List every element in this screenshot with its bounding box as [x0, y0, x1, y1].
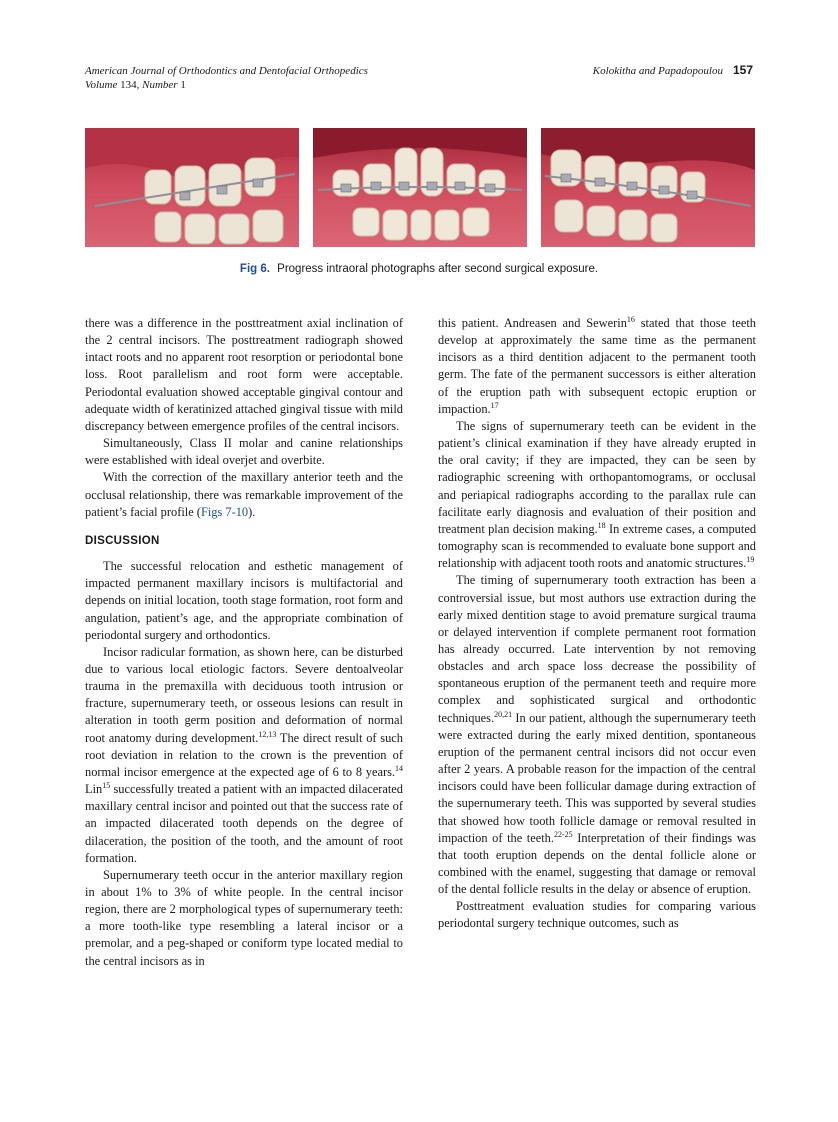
running-authors: Kolokitha and Papadopoulou: [592, 65, 723, 77]
citation[interactable]: 12,13: [258, 729, 277, 739]
citation[interactable]: 20,21: [494, 709, 513, 719]
paragraph: Posttreatment evaluation studies for comparing various periodontal surgery technique outcomes, such as: [438, 899, 756, 931]
paragraph: The successful relocation and esthetic management of impacted permanent maxillary incisors is multifactorial and depends on initial location, tooth stage formation, root form and angulation, patient’s age, and the appropriate combination of periodontal surgery and orthodontics.: [85, 559, 403, 642]
left-column: [85, 315, 403, 970]
figure-caption: [0, 263, 838, 275]
figure-label: Fig 6.: [239, 263, 270, 275]
paragraph: Simultaneously, Class II molar and canine relationships were established with ideal overjet and overbite.: [85, 436, 403, 468]
citation[interactable]: 17: [490, 400, 499, 410]
issue-number: 1: [180, 79, 186, 91]
page-number: 157: [732, 63, 753, 77]
paragraph: With the correction of the maxillary anterior teeth and the occlusal relationship, there was remarkable improvement of the patient’s facial profile (Figs 7-10).: [85, 470, 403, 519]
right-column: [438, 315, 756, 933]
paragraph: this patient. Andreasen and Sewerin$^{16}$ stated that those teeth develop at approximately the same time as the permanent incisors as a third dentition adjacent to the permanent tooth germ. The fate of the permanent successors is either alteration of the eruption path with subsequent ectopic eruption or impaction.$^{17}$: [438, 315, 756, 416]
paragraph: The signs of supernumerary teeth can be evident in the patient’s clinical examination if they have already erupted in the oral cavity; if they are impacted, they can be seen by radiographic screening with orthopantomograms, or occlusal and periapical radiographs according to the parallax rule can facilitate early diagnosis and evaluation of their position and treatment plan decision making.$^{18}$ In extreme cases, a computed tomography scan is recommended to evaluate bone support and relationship with adjacent tooth roots and anatomic structures.$^{19}$: [438, 418, 757, 571]
citation[interactable]: 19: [746, 555, 755, 565]
intraoral-photo-left: [541, 128, 755, 247]
volume-label: Volume: [85, 79, 118, 91]
intraoral-photo-frontal: [313, 128, 527, 247]
figs-7-10-link[interactable]: Figs 7-10: [200, 504, 249, 519]
intraoral-photo-right: [85, 128, 299, 247]
citation[interactable]: 18: [597, 520, 606, 530]
citation[interactable]: 15: [102, 781, 111, 791]
figure-caption-text: Progress intraoral photographs after second surgical exposure.: [277, 263, 599, 275]
number-label: Number: [142, 79, 178, 91]
running-header-right: [593, 63, 753, 78]
citation[interactable]: 22-25: [553, 829, 573, 839]
paragraph: Incisor radicular formation, as shown here, can be disturbed due to various local etiologic factors. Severe dentoalveolar trauma in the premaxilla with deciduous tooth intrusion or fracture, supernumerary teeth, or osseous lesions can result in alteration in tooth germ position and deformation of normal root anatomy during development.$^{12,13}$ The direct result of such root deviation in relation to the crown is the prevention of normal incisor emergence at the expected age of 6 to 8 years.$^{14}$ Lin$^{15}$ successfully treated a patient with an impacted dilacerated maxillary central incisor and pointed out that the success rate of an impacted dilacerated tooth depends on the degree of dilaceration, the position of the tooth, and the amount of root formation.: [85, 644, 404, 865]
figure-6-photos: [85, 128, 755, 247]
section-heading-discussion: DISCUSSION: [85, 534, 160, 547]
volume-number: 134: [120, 79, 137, 91]
paragraph: there was a difference in the posttreatment axial inclination of the 2 central incisors. The posttreatment radiograph showed intact roots and no apparent root resorption or periodontal bone loss. Root parallelism and root form were acceptable. Periodontal evaluation showed acceptable gingival contour and adequate width of keratinized attached gingival tissue with mild discrepancy between emergence profiles of the central incisors.: [85, 316, 403, 433]
journal-title: American Journal of Orthodontics and Dentofacial Orthopedics: [85, 65, 368, 77]
citation[interactable]: 14: [395, 763, 403, 773]
running-header-left: [85, 64, 368, 92]
citation[interactable]: 16: [626, 315, 635, 324]
paragraph: The timing of supernumerary tooth extraction has been a controversial issue, but most authors use extraction during the early mixed dentition stage to avoid premature surgical trauma or delayed intervention if complete permanent root formation has already occurred. Late intervention by not removing obstacles and arch space loss decrease the possibility of spontaneous eruption of the permanent teeth and require more complex and sophisticated surgical and orthodontic techniques.$^{20,21}$ In our patient, although the supernumerary teeth were extracted during the early mixed dentition, spontaneous eruption of the permanent central incisors did not occur even after 2 years. A probable reason for the impaction of the central incisors could have been follicular damage during extraction of the supernumerary teeth. This was supported by several studies that showed how tooth follicle damage or removal resulted in impaction of the teeth.$^{22-25}$ Interpretation of their findings was that tooth eruption depends on the dental follicle alone or combined with the enamel, suggesting that damage or removal of the dental follicle results in the delay or absence of eruption.: [438, 573, 756, 897]
paragraph: Supernumerary teeth occur in the anterior maxillary region in about 1% to 3% of white people. In the central incisor region, there are 2 morphological types of supernumerary teeth: a more tooth-like type resembling a lateral incisor or a premolar, and a peg-shaped or coniform type located medial to the central incisors as in: [85, 867, 403, 968]
volume-line: Volume 134, Number 1: [85, 79, 186, 91]
